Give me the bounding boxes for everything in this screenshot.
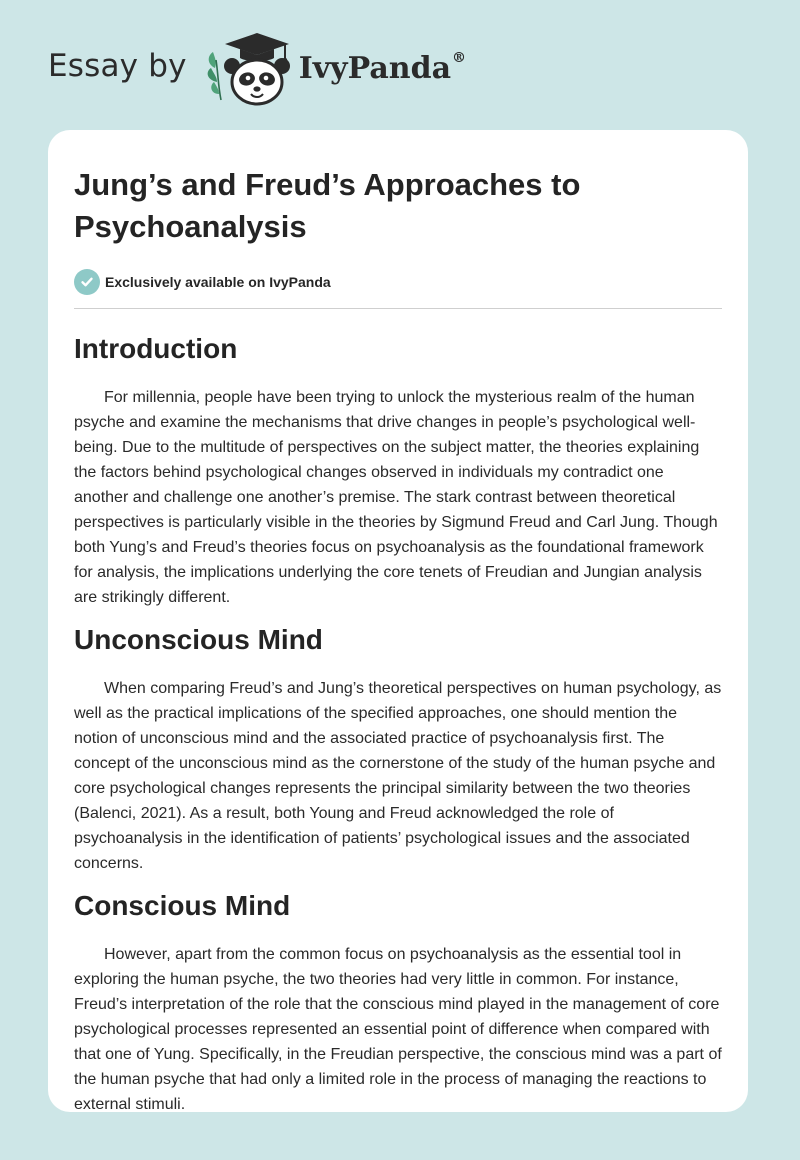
brand-name[interactable] — [299, 50, 466, 86]
essay-content — [48, 130, 748, 1112]
essay-title: Jung’s and Freud’s Approaches to Psychoanalysis — [74, 167, 581, 244]
essay-by-label: Essay by — [48, 48, 187, 84]
exclusive-badge — [74, 269, 722, 295]
section-paragraph-conscious-mind: However, apart from the common focus on psychoanalysis as the essential tool in exploring the human psyche, the two theories had very little in common. For instance, Freud’s interpretation of the role that the conscious mind played in the management of core psychological processes represented an essential point of difference when compared with that one of Yung. Specifically, in the Freudian perspective, the conscious mind was a part of the human psyche that had only a limited role in the process of managing the reactions to external stimuli. — [74, 946, 722, 1112]
essay-card — [48, 130, 748, 1112]
ivy-leaf-icon — [207, 52, 220, 100]
title-divider — [74, 308, 722, 309]
check-icon — [74, 269, 100, 295]
exclusive-label: Exclusively available on IvyPanda — [105, 274, 331, 290]
section-paragraph-introduction: For millennia, people have been trying to unlock the mysterious realm of the human psyche and examine the mechanisms that drive changes in people’s psychological well-being. Due to the multitude of perspectives on the subject matter, the theories explaining the factors behind psychological changes observed in individuals my contradict one another and challenge one another’s premise. The stark contrast between theoretical perspectives is particularly visible in the theories by Sigmund Freud and Carl Jung. Though both Yung’s and Freud’s theories focus on psychoanalysis as the foundational framework for analysis, the implications underlying the core tenets of Freudian and Jungian analysis are strikingly different. — [74, 389, 718, 606]
section-heading-introduction: Introduction — [74, 333, 238, 364]
section-heading-conscious-mind: Conscious Mind — [74, 890, 291, 921]
registered-mark: ® — [452, 50, 467, 66]
section-heading-unconscious-mind: Unconscious Mind — [74, 624, 323, 655]
panda-graduate-logo-icon[interactable] — [201, 30, 297, 110]
site-header — [48, 30, 466, 110]
section-paragraph-unconscious-mind: When comparing Freud’s and Jung’s theoretical perspectives on human psychology, as well as the practical implications of the specified approaches, one should mention the notion of unconscious mind and the associated practice of psychoanalysis first. The concept of the unconscious mind as the cornerstone of the study of the human psyche and core psychological changes represents the principal similarity between the two theories (Balenci, 2021). As a result, both Young and Freud acknowledged the role of psychoanalysis in the identification of patients’ psychological issues and the associated concerns. — [74, 680, 722, 872]
brand-text: IvyPanda — [298, 51, 452, 86]
